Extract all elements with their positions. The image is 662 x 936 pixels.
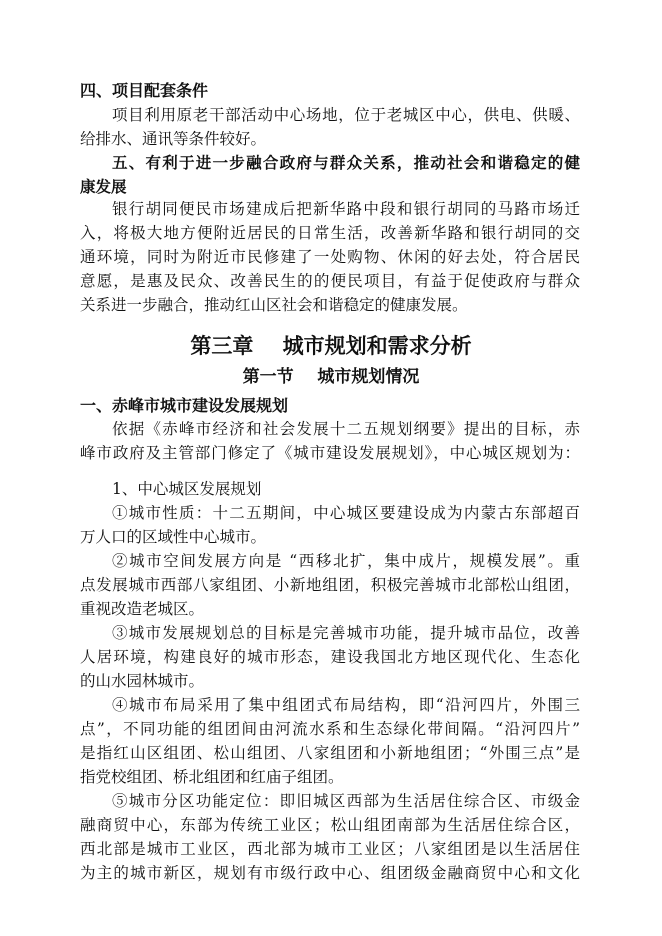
paragraph-line: 项目利用原老干部活动中心场地，位于老城区中心，供电、供暖、 [112,106,580,124]
section-heading-5-cont: 康发展 [80,177,127,196]
paragraph-line: 银行胡同便民市场建成后把新华路中段和银行胡同的马路市场迁 [112,200,580,218]
subheading: 1、中心城区发展规划 [112,480,262,498]
list-item-line: 点”，不同功能的组团间由河流水系和生态绿化带间隔。“沿河四片” [80,720,580,738]
paragraph-line: 依据《赤峰市经济和社会发展十二五规划纲要》提出的目标，赤 [112,420,580,438]
list-item-line: 重视改造老城区。 [80,600,205,618]
section-title: 第一节 城市规划情况 [242,367,420,387]
section-heading-4: 四、项目配套条件 [80,81,209,100]
list-item-line: 指党校组团、桥北组团和红庙子组团。 [80,768,344,786]
list-item-line: ⑤城市分区功能定位：即旧城区西部为生活居住综合区、市级金 [112,792,580,810]
paragraph-line: 峰市政府及主管部门修定了《城市建设发展规划》，中心城区规划为： [80,444,580,462]
list-item-line: ②城市空间发展方向是 “西移北扩，集中成片，规模发展”。重 [112,552,580,570]
chapter-title: 第三章 城市规划和需求分析 [190,333,472,358]
list-item-line: 西北部是城市工业区，西北部为城市工业区；八家组团是以生活居住 [80,840,580,858]
list-item-line: 万人口的区域性中心城市。 [80,528,267,546]
paragraph-line: 关系进一步融合，推动红山区社会和谐稳定的健康发展。 [80,296,468,314]
list-item-line: ③城市发展规划总的目标是完善城市功能，提升城市品位，改善 [112,624,580,642]
list-item-line: 的山水园林城市。 [80,672,205,690]
paragraph-line: 给排水、通讯等条件较好。 [80,130,267,148]
section-heading-5: 五、有利于进一步融合政府与群众关系，推动社会和谐稳定的健 [112,153,580,172]
part-heading: 一、赤峰市城市建设发展规划 [80,396,289,415]
paragraph-line: 通环境，同时为附近市民修建了一处购物、休闲的好去处，符合居民 [80,248,580,266]
list-item-line: 融商贸中心，东部为传统工业区；松山组团南部为生活居住综合区， [80,816,580,834]
paragraph-line: 入，将极大地方便附近居民的日常生活，改善新华路和银行胡同的交 [80,224,580,242]
paragraph-line: 意愿，是惠及民众、改善民生的的便民项目，有益于促使政府与群众 [80,272,580,290]
list-item-line: 点发展城市西部八家组团、小新地组团，积极完善城市北部松山组团， [80,576,580,594]
list-item-line: 为主的城市新区，规划有市级行政中心、组团级金融商贸中心和文化 [80,864,580,882]
list-item-line: ④城市布局采用了集中组团式布局结构，即“沿河四片，外围三 [112,696,580,714]
list-item-line: 人居环境，构建良好的城市形态，建设我国北方地区现代化、生态化 [80,648,580,666]
list-item-line: 是指红山区组团、松山组团、八家组团和小新地组团；“外围三点”是 [80,744,580,762]
list-item-line: ①城市性质：十二五期间，中心城区要建设成为内蒙古东部超百 [112,504,580,522]
